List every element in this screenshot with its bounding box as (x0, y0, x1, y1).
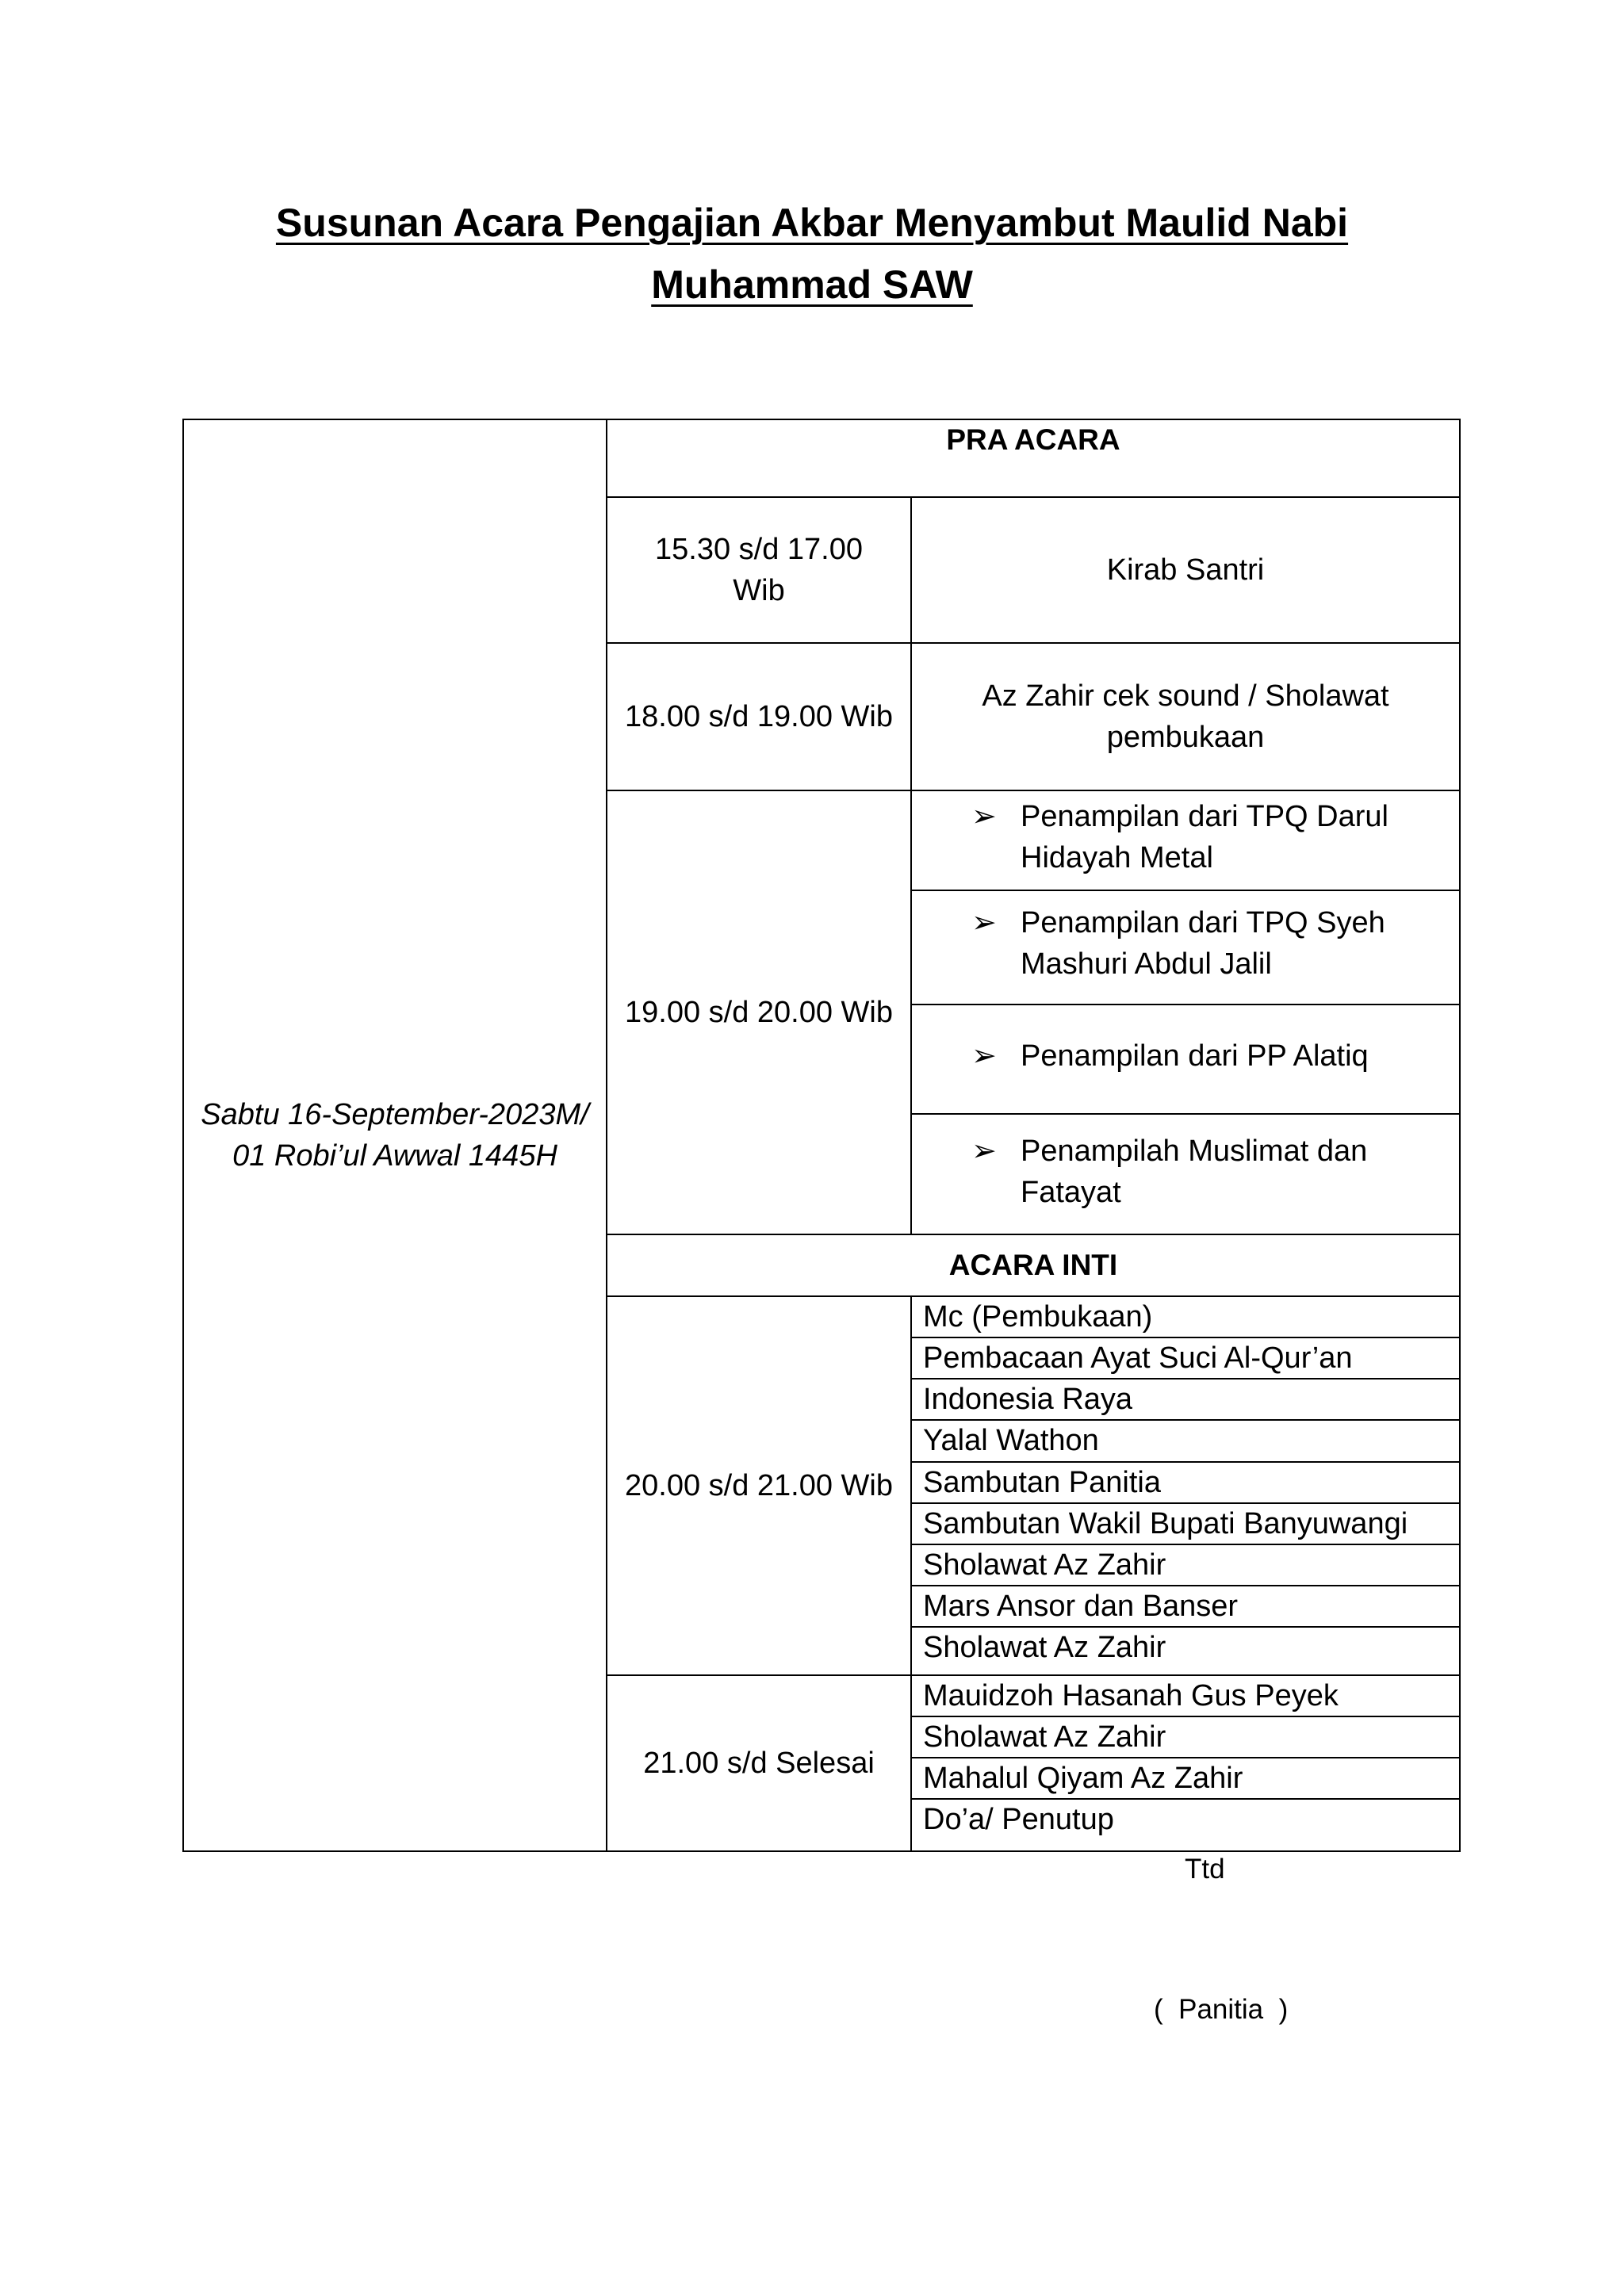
activity-text: pembukaan (1106, 721, 1265, 754)
arrow-bullet-icon: ➢ (971, 800, 997, 833)
performance-text: Hidayah Metal (1021, 841, 1213, 874)
activity-cell (912, 644, 1459, 790)
signature-panitia: ( Panitia ) (1154, 1994, 1289, 2025)
performance-item (971, 902, 1455, 985)
date-hijri: 01 Robi’ul Awwal 1445H (232, 1139, 557, 1173)
program-item: Mahalul Qiyam Az Zahir (923, 1762, 1243, 1795)
acara-inti-heading-text: ACARA INTI (948, 1249, 1118, 1281)
activity-text: Az Zahir cek sound / Sholawat (982, 679, 1389, 713)
program-item: Sholawat Az Zahir (923, 1548, 1166, 1582)
time-text: 20.00 s/d 21.00 Wib (625, 1469, 893, 1502)
performance-item (971, 796, 1455, 878)
program-item: Sholawat Az Zahir (923, 1720, 1166, 1754)
program-item: Mars Ansor dan Banser (923, 1590, 1239, 1623)
program-item: Mauidzoh Hasanah Gus Peyek (923, 1679, 1339, 1712)
arrow-bullet-icon: ➢ (971, 1039, 997, 1073)
performance-text: Penampilan dari PP Alatiq (1021, 1039, 1369, 1073)
acara-inti-heading (607, 1235, 1459, 1295)
pra-acara-heading-text: PRA ACARA (946, 423, 1120, 456)
program-item: Mc (Pembukaan) (923, 1300, 1153, 1334)
arrow-bullet-icon: ➢ (971, 906, 997, 939)
date-gregorian: Sabtu 16-September-2023M/ (201, 1098, 589, 1131)
time-cell (607, 791, 910, 1234)
program-item: Indonesia Raya (923, 1383, 1133, 1416)
arrow-bullet-icon: ➢ (971, 1135, 997, 1168)
time-text: Wib (733, 574, 785, 607)
performance-text: Mashuri Abdul Jalil (1021, 947, 1272, 981)
time-text: 15.30 s/d 17.00 (655, 533, 863, 566)
date-cell (184, 420, 606, 1850)
performance-text: Penampilan dari TPQ Darul (1021, 800, 1388, 833)
program-item: Do’a/ Penutup (923, 1803, 1114, 1836)
document-title-line-1: Susunan Acara Pengajian Akbar Menyambut Maulid Nabi (275, 201, 1349, 245)
time-text: 19.00 s/d 20.00 Wib (625, 996, 893, 1029)
performance-item (971, 1035, 1455, 1077)
time-text: 21.00 s/d Selesai (643, 1747, 875, 1780)
activity-cell (912, 498, 1459, 642)
program-item: Sholawat Az Zahir (923, 1631, 1166, 1664)
document-title-line-2: Muhammad SAW (651, 262, 973, 307)
program-item: Sambutan Wakil Bupati Banyuwangi (923, 1507, 1408, 1540)
ttd-label: Ttd (1185, 1854, 1225, 1885)
time-text: 18.00 s/d 19.00 Wib (625, 700, 893, 733)
activity-text: Kirab Santri (1106, 553, 1265, 587)
program-item: Yalal Wathon (923, 1424, 1099, 1457)
program-item: Pembacaan Ayat Suci Al-Qur’an (923, 1341, 1353, 1375)
performance-text: Penampilan dari TPQ Syeh (1021, 906, 1385, 939)
performance-item (971, 1131, 1455, 1213)
pra-acara-heading (607, 420, 1459, 460)
time-cell (607, 644, 910, 790)
performance-text: Penampilah Muslimat dan (1021, 1135, 1368, 1168)
performance-text: Fatayat (1021, 1176, 1121, 1209)
time-cell (607, 498, 910, 642)
time-cell (607, 1676, 910, 1850)
program-item: Sambutan Panitia (923, 1466, 1161, 1499)
time-cell (607, 1297, 910, 1674)
